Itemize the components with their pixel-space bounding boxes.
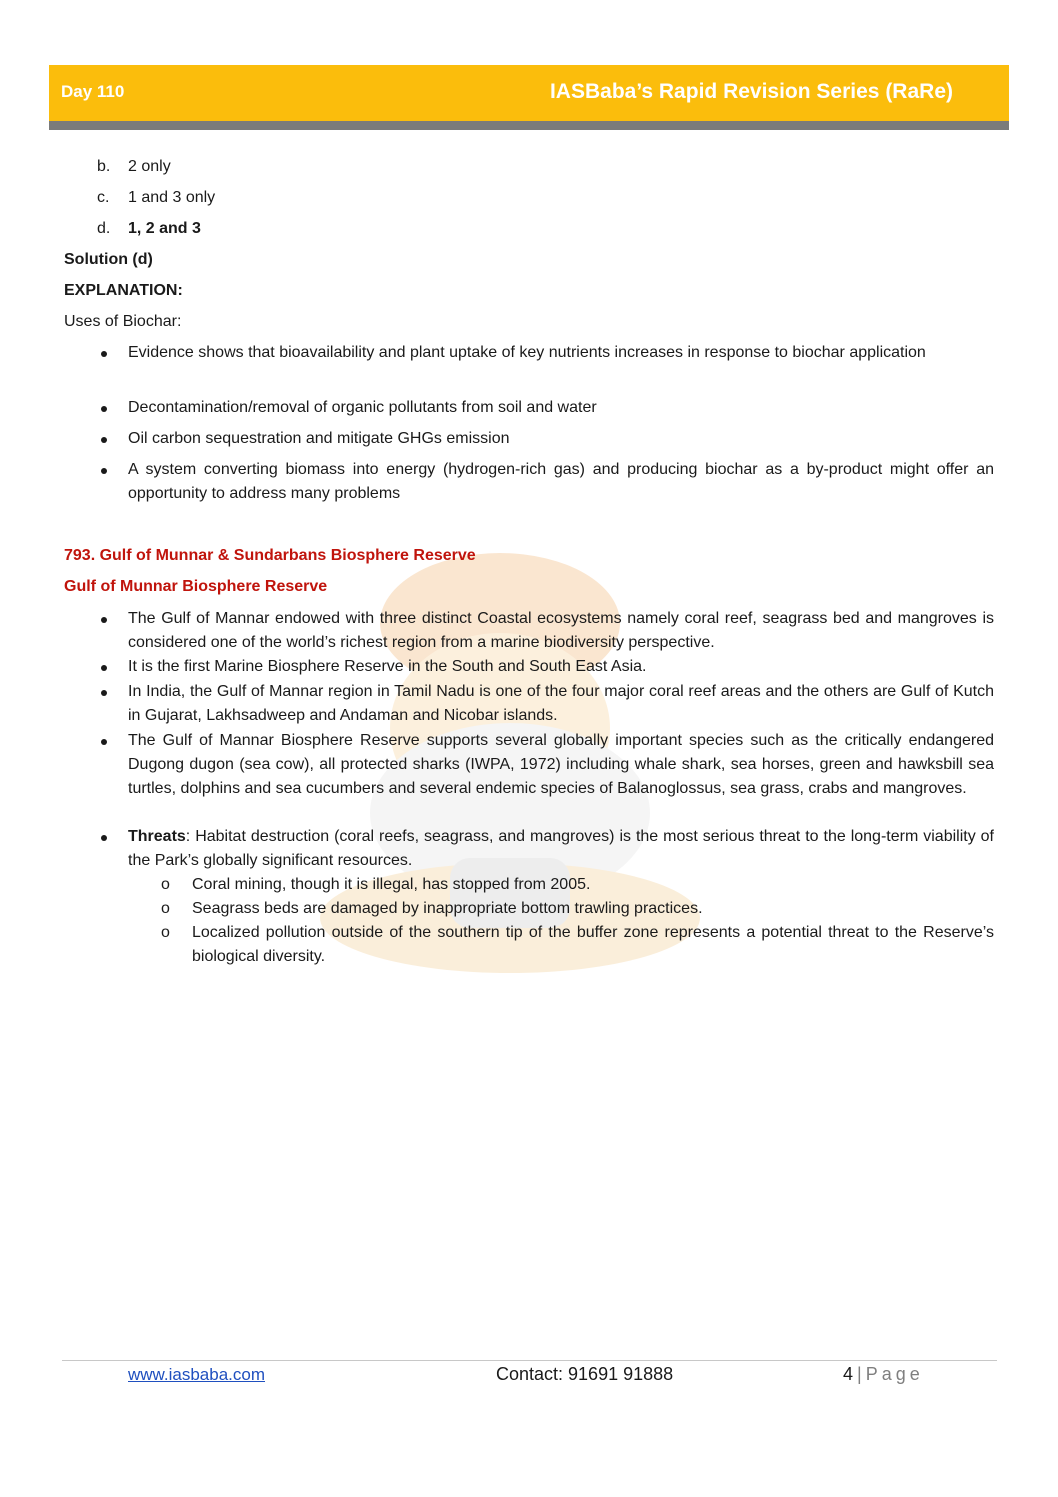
threats-bullet: [128, 825, 994, 873]
section-subtitle: Gulf of Munnar Biosphere Reserve: [64, 578, 328, 595]
bullet-icon: [101, 835, 107, 841]
option-text: 1 and 3 only: [128, 189, 216, 206]
page-label: Page: [865, 1364, 924, 1384]
sub-bullet-icon: o: [161, 900, 170, 917]
reserve-bullet: The Gulf of Mannar endowed with three distinct Coastal ecosystems namely coral reef, seagrass bed and mangroves is considered one of the world’s richest region from a marine biodiversity perspective.: [128, 610, 994, 651]
threats-label: Threats: [128, 828, 186, 845]
threat-sub-bullet: Localized pollution outside of the southern tip of the buffer zone represents a potential threat to the Reserve’s biological diversity.: [192, 924, 994, 965]
bullet-icon: [101, 468, 107, 474]
biochar-bullet: A system converting biomass into energy (hydrogen-rich gas) and producing biochar as a by-product might offer an opportunity to address many problems: [128, 461, 994, 502]
header-band: [49, 65, 1009, 121]
section-title: 793. Gulf of Munnar & Sundarbans Biosphere Reserve: [64, 547, 476, 564]
reserve-bullet: In India, the Gulf of Mannar region in Tamil Nadu is one of the four major coral reef areas and the others are Gulf of Kutch in Gujarat, Lakhsadweep and Andaman and Nicobar islands.: [128, 683, 994, 724]
series-title: IASBaba’s Rapid Revision Series (RaRe): [549, 80, 953, 103]
bullet-icon: [101, 665, 107, 671]
page-separator: |: [857, 1364, 862, 1384]
biochar-bullet: Decontamination/removal of organic pollutants from soil and water: [128, 399, 597, 416]
bullet-icon: [101, 690, 107, 696]
biochar-bullet: Oil carbon sequestration and mitigate GHGs emission: [128, 430, 510, 447]
sub-bullet-icon: o: [161, 876, 170, 893]
page-indicator: [843, 1364, 924, 1385]
option-letter: d.: [97, 220, 111, 237]
bullet-icon: [101, 617, 107, 623]
reserve-bullet: The Gulf of Mannar Biosphere Reserve supports several globally important species such as the critically endangered Dugong dugon (sea cow), all protected sharks (IWPA, 1972) including whale shark, sea horses, green and hawksbill sea turtles, dolphins and sea cucumbers and several endemic species of Balanoglossus, sea grass, crabs and mangroves.: [128, 732, 994, 797]
footer-rule: [62, 1360, 997, 1361]
bullet-icon: [101, 739, 107, 745]
threat-sub-bullet: Coral mining, though it is illegal, has stopped from 2005.: [192, 876, 591, 893]
contact-number: Contact: 91691 91888: [496, 1364, 674, 1384]
bullet-icon: [101, 406, 107, 412]
header-rule: [49, 121, 1009, 130]
option-letter: c.: [97, 189, 110, 206]
threats-text: : Habitat destruction (coral reefs, seagrass, and mangroves) is the most serious threat to the long-term viability of the Park’s globally significant resources.: [128, 828, 994, 869]
website-link[interactable]: www.iasbaba.com: [128, 1365, 266, 1384]
option-text: 2 only: [128, 158, 171, 175]
solution-label: Solution (d): [64, 251, 153, 268]
biochar-intro: Uses of Biochar:: [64, 313, 182, 330]
reserve-bullet: It is the first Marine Biosphere Reserve in the South and South East Asia.: [128, 658, 647, 675]
threat-sub-bullet: Seagrass beds are damaged by inappropriate bottom trawling practices.: [192, 900, 703, 917]
biochar-bullet: Evidence shows that bioavailability and plant uptake of key nutrients increases in response to biochar application: [128, 344, 926, 361]
option-letter: b.: [97, 158, 111, 175]
sub-bullet-icon: o: [161, 924, 170, 941]
bullet-icon: [101, 351, 107, 357]
bullet-icon: [101, 437, 107, 443]
page-number: 4: [843, 1364, 854, 1384]
option-text-answer: 1, 2 and 3: [128, 220, 201, 237]
explanation-heading: EXPLANATION:: [64, 282, 183, 299]
day-label: Day 110: [61, 82, 125, 101]
